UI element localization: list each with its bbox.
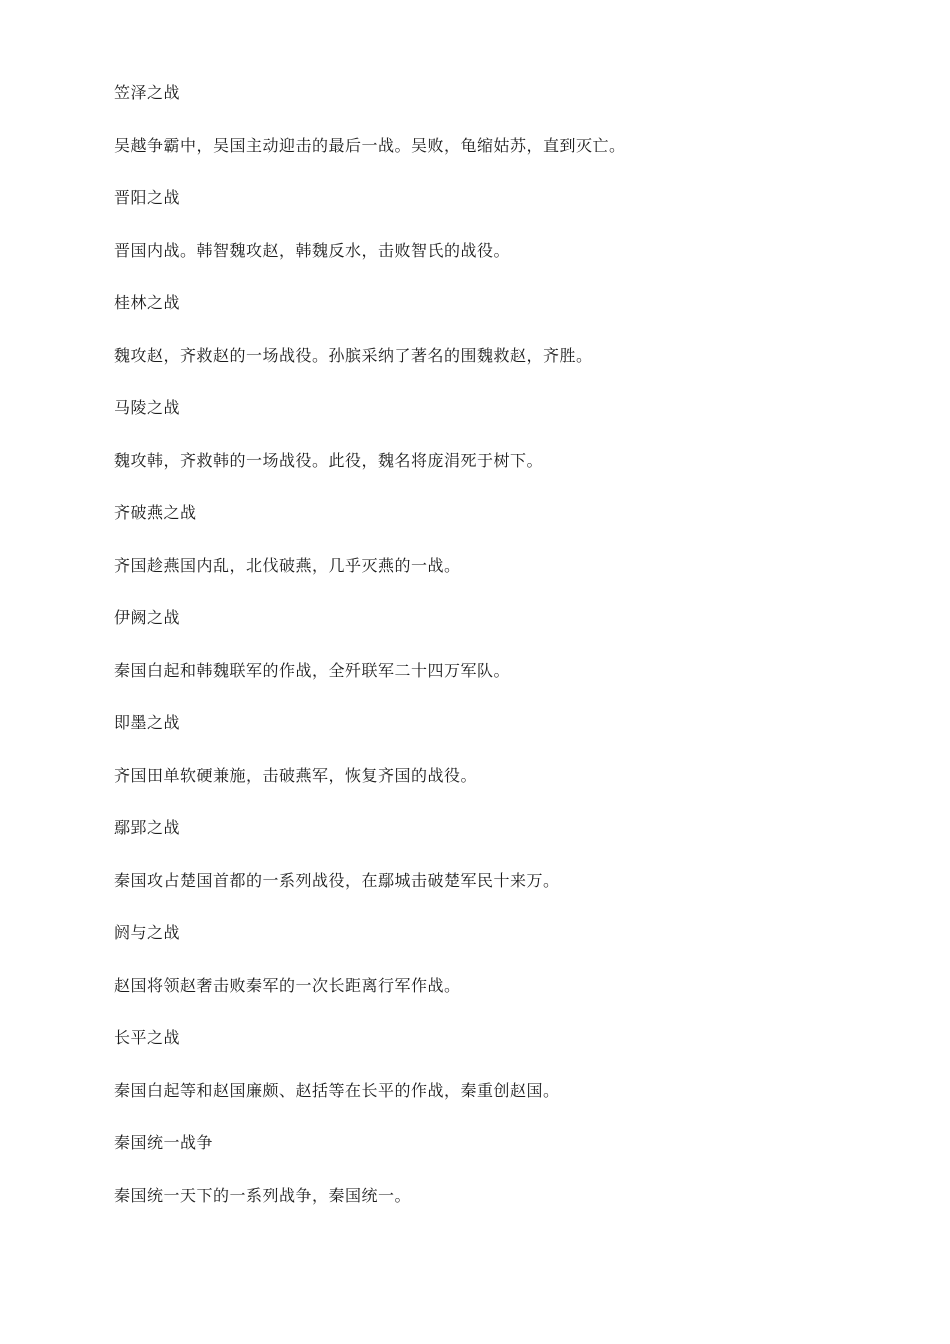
battle-description: 赵国将领赵奢击败秦军的一次长距离行军作战。 xyxy=(114,976,461,995)
battle-title: 鄢郢之战 xyxy=(114,818,181,837)
battle-description: 齐国田单软硬兼施，击破燕军，恢复齐国的战役。 xyxy=(114,766,478,785)
battle-title: 齐破燕之战 xyxy=(114,503,197,522)
battle-description: 秦国统一天下的一系列战争，秦国统一。 xyxy=(114,1186,412,1205)
battle-description: 齐国趁燕国内乱，北伐破燕，几乎灭燕的一战。 xyxy=(114,556,461,575)
battle-description: 吴越争霸中，吴国主动迎击的最后一战。吴败，龟缩姑苏，直到灭亡。 xyxy=(114,136,626,155)
battle-description: 魏攻赵，齐救赵的一场战役。孙膑采纳了著名的围魏救赵，齐胜。 xyxy=(114,346,593,365)
battle-title: 桂林之战 xyxy=(114,293,181,312)
battle-title: 即墨之战 xyxy=(114,713,181,732)
battle-description: 魏攻韩，齐救韩的一场战役。此役，魏名将庞涓死于树下。 xyxy=(114,451,544,470)
battle-description: 晋国内战。韩智魏攻赵，韩魏反水，击败智氏的战役。 xyxy=(114,241,511,260)
battle-title: 马陵之战 xyxy=(114,398,181,417)
battle-title: 笠泽之战 xyxy=(114,83,181,102)
battle-title: 伊阙之战 xyxy=(114,608,181,627)
battle-title: 长平之战 xyxy=(114,1028,181,1047)
battle-description: 秦国攻占楚国首都的一系列战役，在鄢城击破楚军民十来万。 xyxy=(114,871,560,890)
battle-title: 秦国统一战争 xyxy=(114,1133,214,1152)
battle-title: 阏与之战 xyxy=(114,923,181,942)
battle-title: 晋阳之战 xyxy=(114,188,181,207)
battle-description: 秦国白起和韩魏联军的作战，全歼联军二十四万军队。 xyxy=(114,661,511,680)
battle-description: 秦国白起等和赵国廉颇、赵括等在长平的作战，秦重创赵国。 xyxy=(114,1081,560,1100)
